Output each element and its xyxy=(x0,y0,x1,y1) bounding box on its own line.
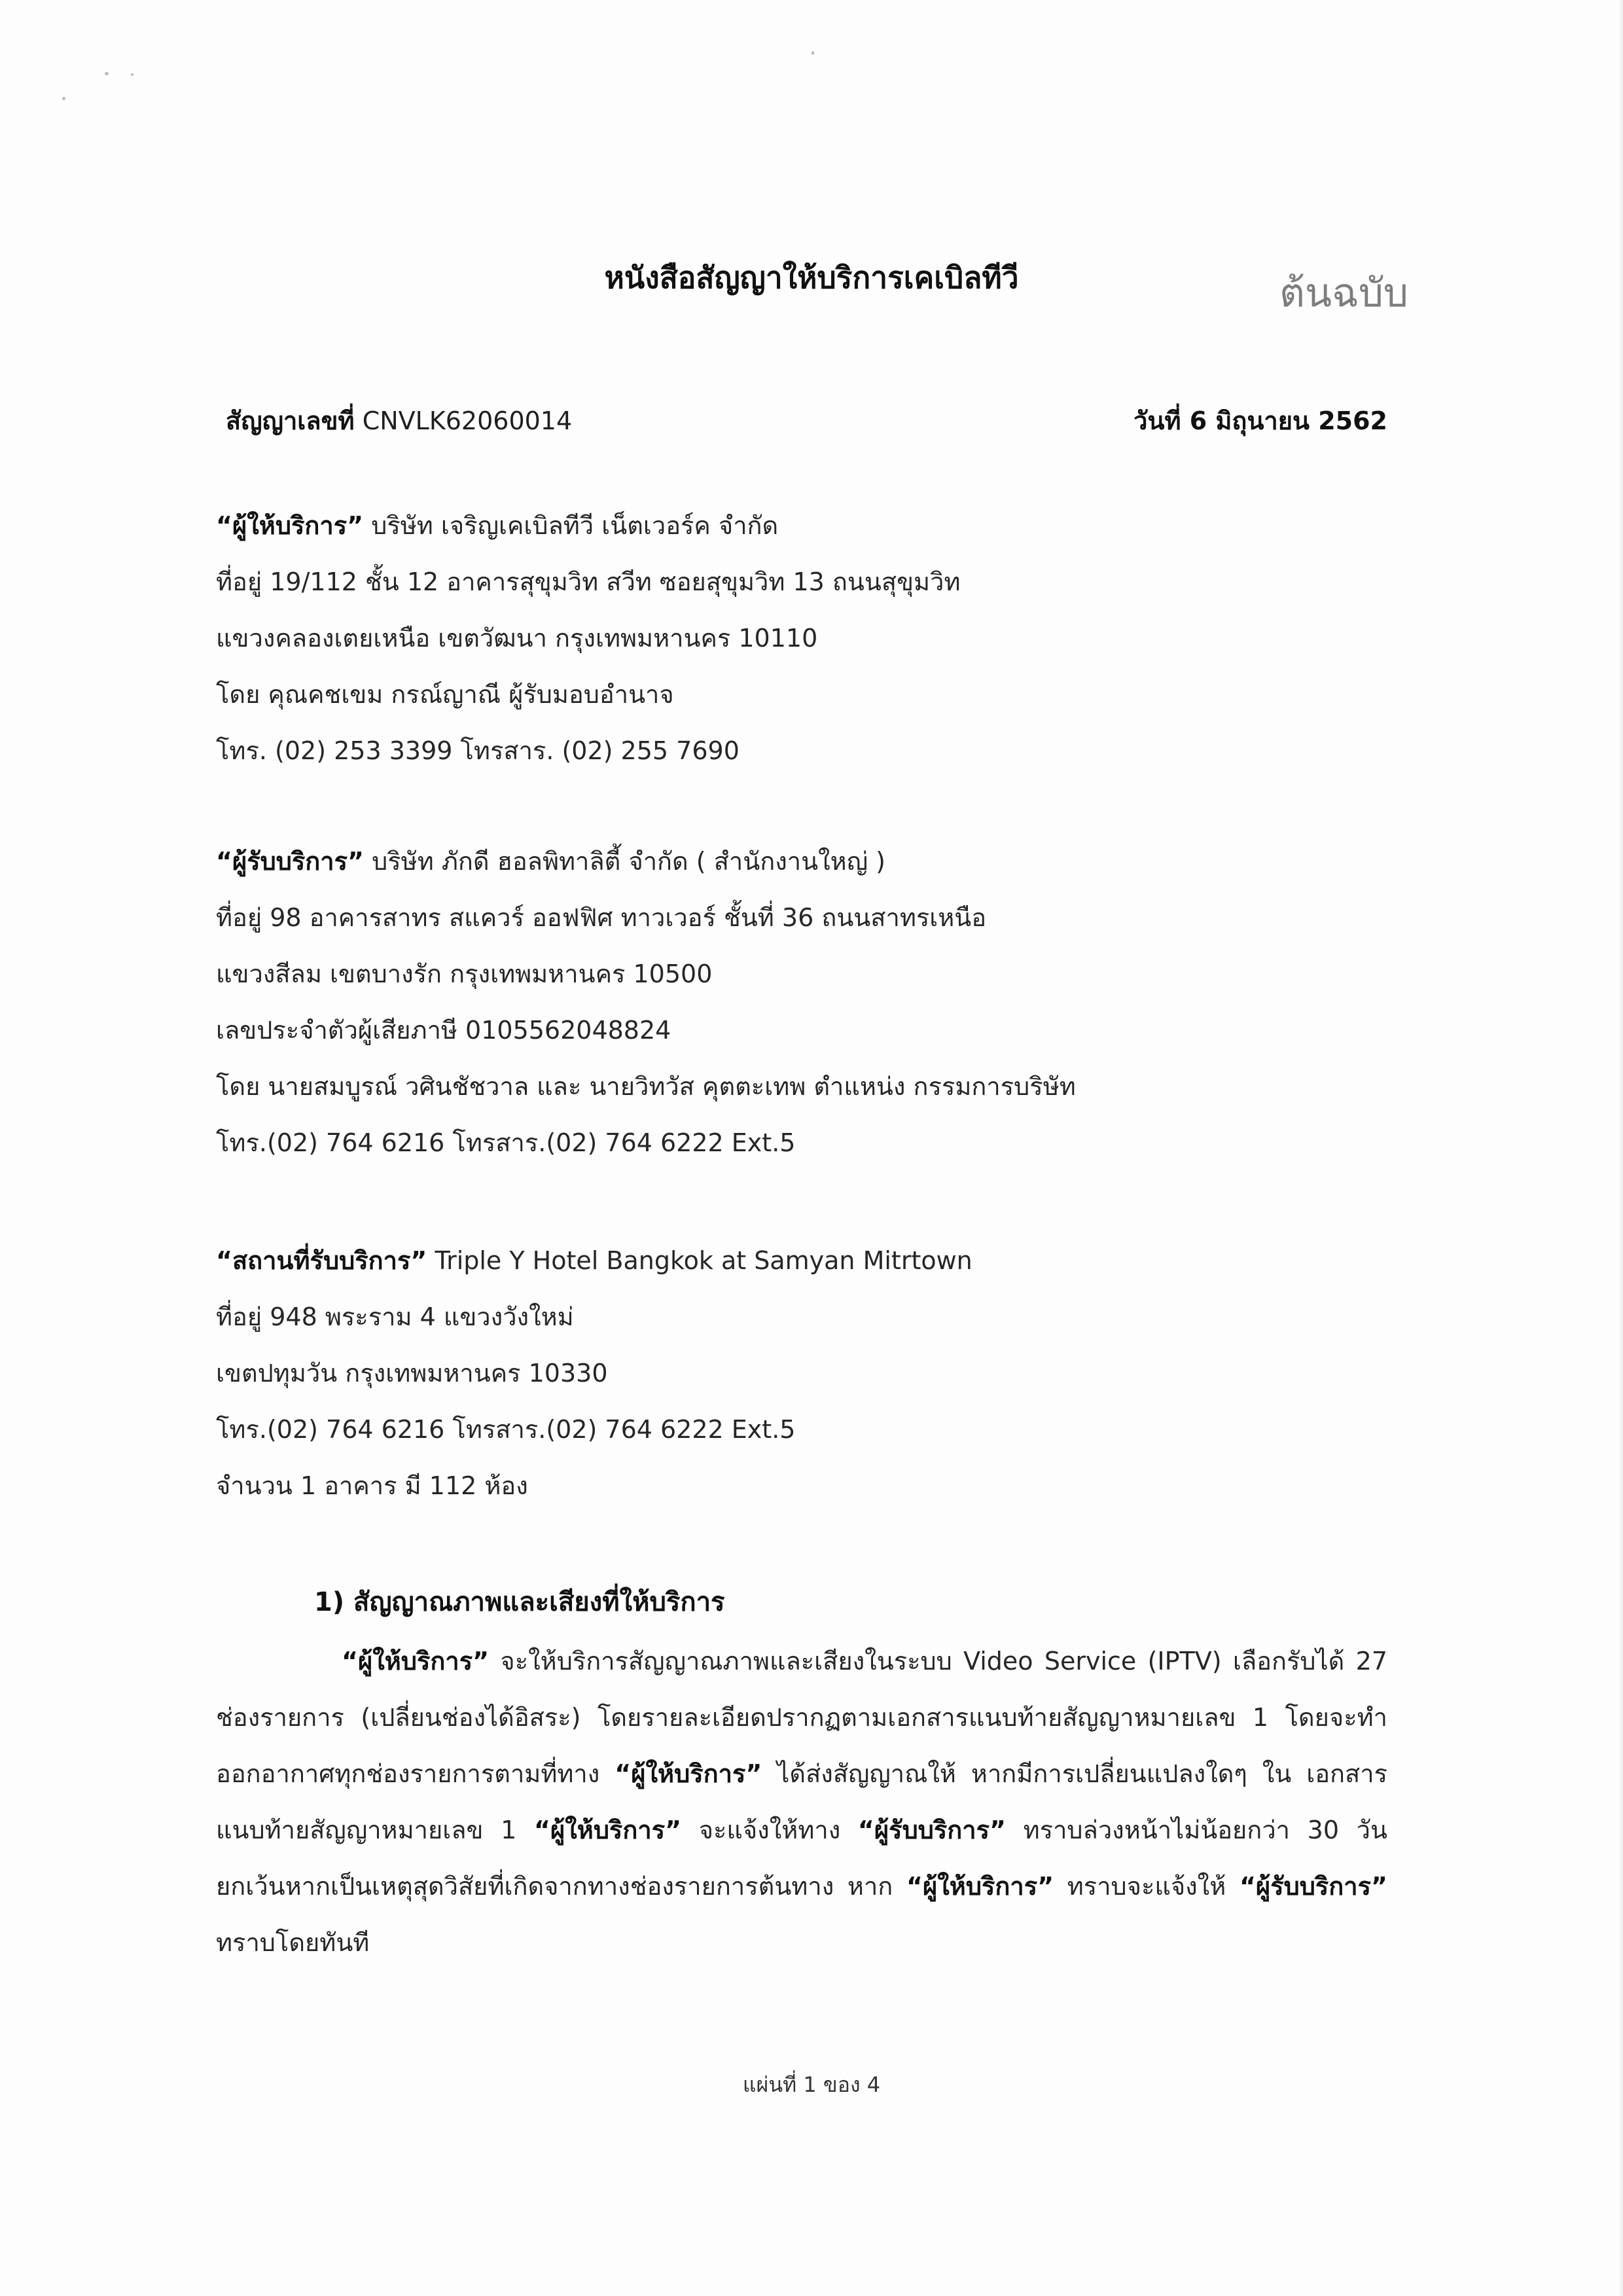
section-1-paragraph xyxy=(216,1633,1387,1971)
provider-name: บริษัท เจริญเคเบิลทีวี เน็ตเวอร์ค จำกัด xyxy=(371,511,779,540)
term-provider: “ผู้ให้บริการ” xyxy=(906,1872,1054,1901)
provider-role: “ผู้ให้บริการ” xyxy=(216,511,364,540)
paragraph-text: จะให้บริการสัญญาณภาพและเสียงในระบบ Video Service (IPTV) เลือกรับได้ 27 ช่องรายการ (เปลี่ยนช่องได้อิสระ) โดยรายละเอียดปรากฏตามเอกสารแนบท้ายสัญญาหมายเลข 1 โดยจะทำออกอากาศทุกช่องรายการตามที่ทาง xyxy=(216,1647,1387,1788)
customer-address-line-1: ที่อยู่ 98 อาคารสาทร สแควร์ ออฟฟิศ ทาวเวอร์ ชั้นที่ 36 ถนนสาทรเหนือ xyxy=(216,903,987,932)
location-name-line xyxy=(216,1240,972,1280)
term-provider: “ผู้ให้บริการ” xyxy=(342,1647,490,1676)
scan-speck xyxy=(812,51,814,55)
location-address-line-2: เขตปทุมวัน กรุงเทพมหานคร 10330 xyxy=(216,1359,608,1388)
scan-speck xyxy=(131,73,134,76)
customer-role: “ผู้รับบริการ” xyxy=(216,847,365,876)
paragraph-text: ทราบโดยทันที xyxy=(216,1928,370,1957)
customer-name: บริษัท ภักดี ฮอลพิทาลิตี้ จำกัด ( สำนักงานใหญ่ ) xyxy=(372,847,885,876)
customer-contact: โทร.(02) 764 6216 โทรสาร.(02) 764 6222 Ext.5 xyxy=(216,1128,796,1157)
customer-tax-id: เลขประจำตัวผู้เสียภาษี 0105562048824 xyxy=(216,1016,671,1045)
page-edge xyxy=(1618,0,1623,2296)
section-1-heading: 1) สัญญาณภาพและเสียงที่ให้บริการ xyxy=(314,1587,725,1617)
provider-representative: โดย คุณคชเขม กรณ์ญาณี ผู้รับมอบอำนาจ xyxy=(216,680,674,709)
provider-address-line-1: ที่อยู่ 19/112 ชั้น 12 อาคารสุขุมวิท สวีท ซอยสุขุมวิท 13 ถนนสุขุมวิท xyxy=(216,567,961,596)
scan-speck xyxy=(105,72,109,75)
term-customer: “ผู้รับบริการ” xyxy=(857,1816,1006,1844)
location-address-line-1: ที่อยู่ 948 พระราม 4 แขวงวังใหม่ xyxy=(216,1302,574,1331)
term-provider: “ผู้ให้บริการ” xyxy=(615,1759,762,1788)
term-customer: “ผู้รับบริการ” xyxy=(1239,1872,1387,1901)
paragraph-text: ทราบล่วงหน้าไม่น้อยกว่า 30 วัน ยกเว้นหากเป็นเหตุสุดวิสัยที่เกิดจากทางช่องรายการต้นทาง หาก xyxy=(216,1816,1387,1901)
contract-number xyxy=(226,401,572,440)
scan-speck xyxy=(62,97,65,100)
paragraph-text: จะแจ้งให้ทาง xyxy=(681,1816,858,1844)
contract-number-label: สัญญาเลขที่ xyxy=(226,406,355,435)
location-contact: โทร.(02) 764 6216 โทรสาร.(02) 764 6222 Ext.5 xyxy=(216,1415,796,1444)
document-title: หนังสือสัญญาให้บริการเคเบิลทีวี xyxy=(604,260,1019,295)
provider-contact: โทร. (02) 253 3399 โทรสาร. (02) 255 7690 xyxy=(216,736,740,765)
provider-name-line xyxy=(216,505,778,545)
customer-representative: โดย นายสมบูรณ์ วศินชัชวาล และ นายวิทวัส คุตตะเทพ ตำแหน่ง กรรมการบริษัท xyxy=(216,1072,1076,1101)
paragraph-text: ได้ส่งสัญญาณให้ หากมีการเปลี่ยนแปลงใดๆ ใน เอกสารแนบท้ายสัญญาหมายเลข 1 xyxy=(216,1759,1387,1844)
customer-address-line-2: แขวงสีลม เขตบางรัก กรุงเทพมหานคร 10500 xyxy=(216,960,713,988)
original-copy-stamp: ต้นฉบับ xyxy=(1279,270,1409,316)
location-rooms: จำนวน 1 อาคาร มี 112 ห้อง xyxy=(216,1471,528,1500)
location-role: “สถานที่รับบริการ” xyxy=(216,1246,427,1275)
contract-date: วันที่ 6 มิถุนายน 2562 xyxy=(1133,406,1387,435)
term-provider: “ผู้ให้บริการ” xyxy=(533,1816,682,1844)
contract-number-value: CNVLK62060014 xyxy=(362,406,573,435)
location-name: Triple Y Hotel Bangkok at Samyan Mitrtown xyxy=(435,1246,972,1275)
customer-name-line xyxy=(216,841,885,881)
provider-address-line-2: แขวงคลองเตยเหนือ เขตวัฒนา กรุงเทพมหานคร 10110 xyxy=(216,624,818,653)
page-number: แผ่นที่ 1 ของ 4 xyxy=(742,2072,881,2097)
paragraph-text: ทราบจะแจ้งให้ xyxy=(1054,1872,1240,1901)
